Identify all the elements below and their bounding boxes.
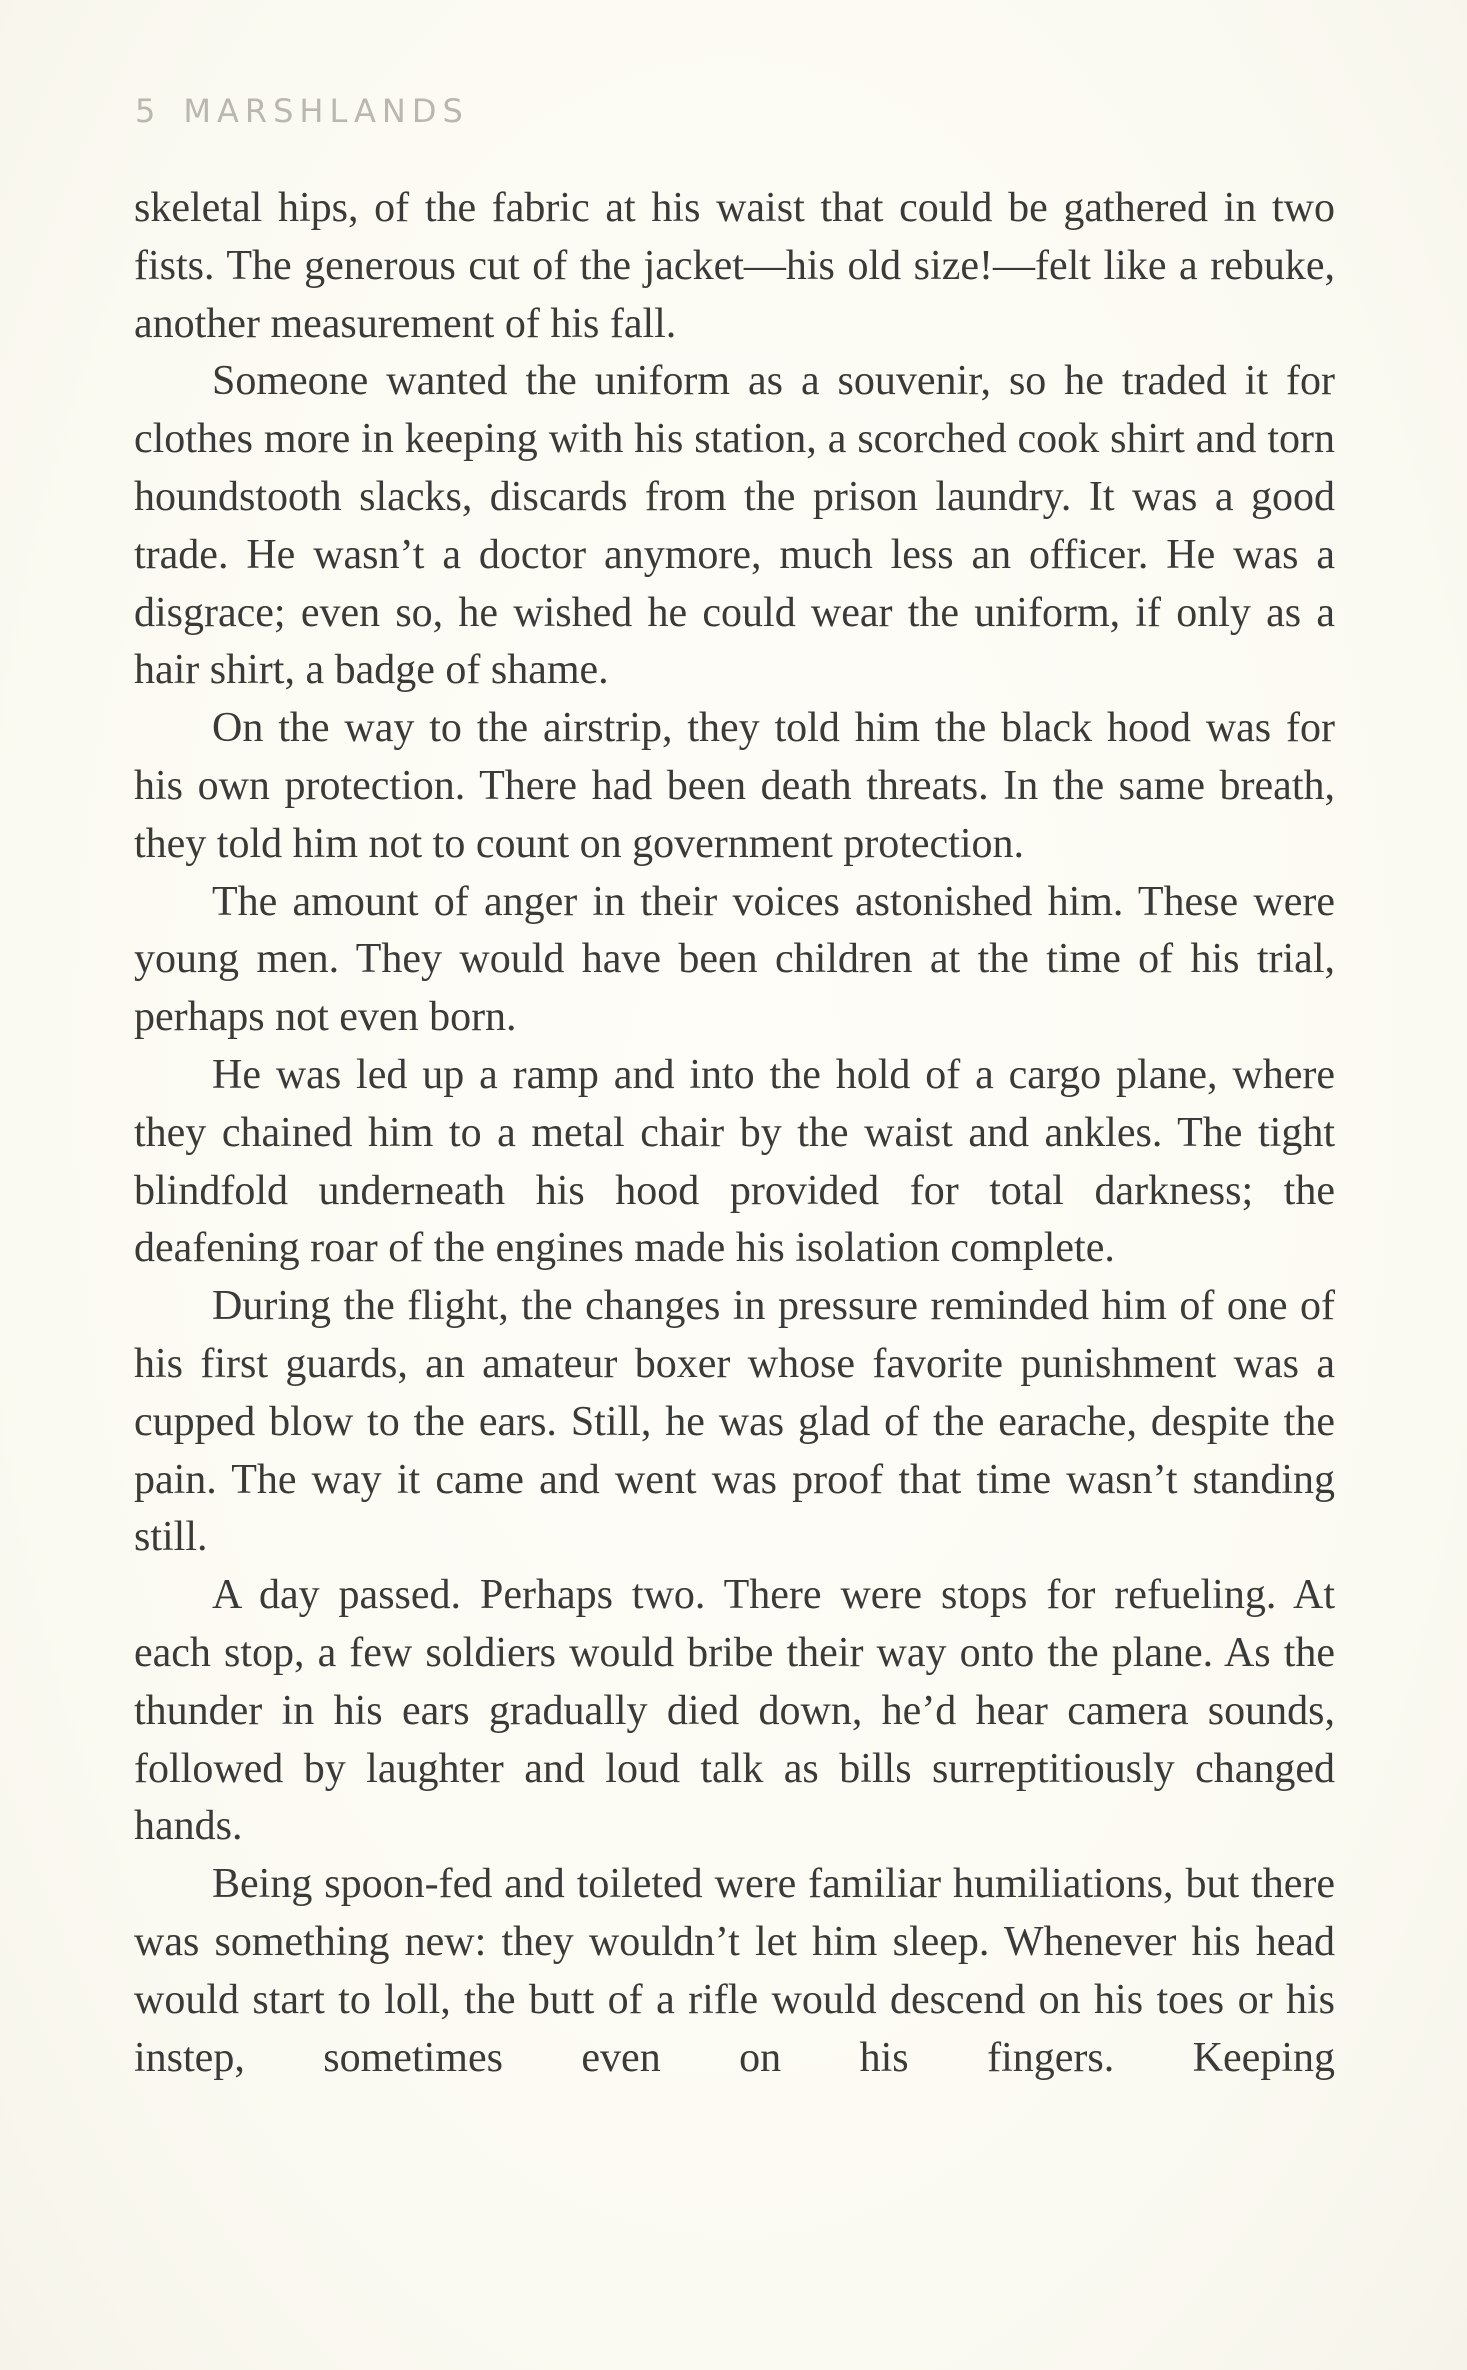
running-head-title: MARSHLANDS (183, 92, 469, 130)
running-head (135, 92, 469, 130)
paragraph: The amount of anger in their voices astonished him. These were young men. They would have been children at the time of his trial, perhaps not even born. (134, 878, 1335, 1041)
paragraph: Someone wanted the uniform as a souvenir, so he traded it for clothes more in keeping with his station, a scorched cook shirt and torn houndstooth slacks, discards from the prison laundry. It was a good trade. He wasn’t a doctor anymore, much less an officer. He was a disgrace; even so, he wished he could wear the uniform, if only as a hair shirt, a badge of shame. (134, 358, 1335, 694)
paragraph: During the flight, the changes in pressure reminded him of one of his first guards, an amateur boxer whose favorite punishment was a cupped blow to the ears. Still, he was glad of the earache, despite the pain. The way it came and went was proof that time wasn’t standing still. (134, 1283, 1335, 1561)
paragraph-continues: Being spoon-fed and toileted were familiar humiliations, but there was something new: they wouldn’t let him sleep. Whenever his head would start to loll, the butt of a rifle would descend on his toes or his instep, sometimes even on his fingers. Keeping (134, 1861, 1335, 2081)
page-number: 5 (135, 92, 162, 130)
paragraph: On the way to the airstrip, they told him the black hood was for his own protection. There had been death threats. In the same breath, they told him not to count on government protection. (134, 705, 1335, 867)
paragraph: He was led up a ramp and into the hold of a cargo plane, where they chained him to a metal chair by the waist and ankles. The tight blindfold underneath his hood provided for total darkness; the deafening roar of the engines made his isolation complete. (134, 1051, 1335, 1272)
body-text (134, 180, 1335, 2087)
paragraph-continued: skeletal hips, of the fabric at his waist that could be gathered in two fists. The generous cut of the jacket—his old size!—felt like a rebuke, another measurement of his fall. (134, 185, 1335, 347)
paragraph: A day passed. Perhaps two. There were stops for refueling. At each stop, a few soldiers would bribe their way onto the plane. As the thunder in his ears gradually died down, he’d hear camera sounds, followed by laughter and loud talk as bills surreptitiously changed hands. (134, 1572, 1335, 1850)
